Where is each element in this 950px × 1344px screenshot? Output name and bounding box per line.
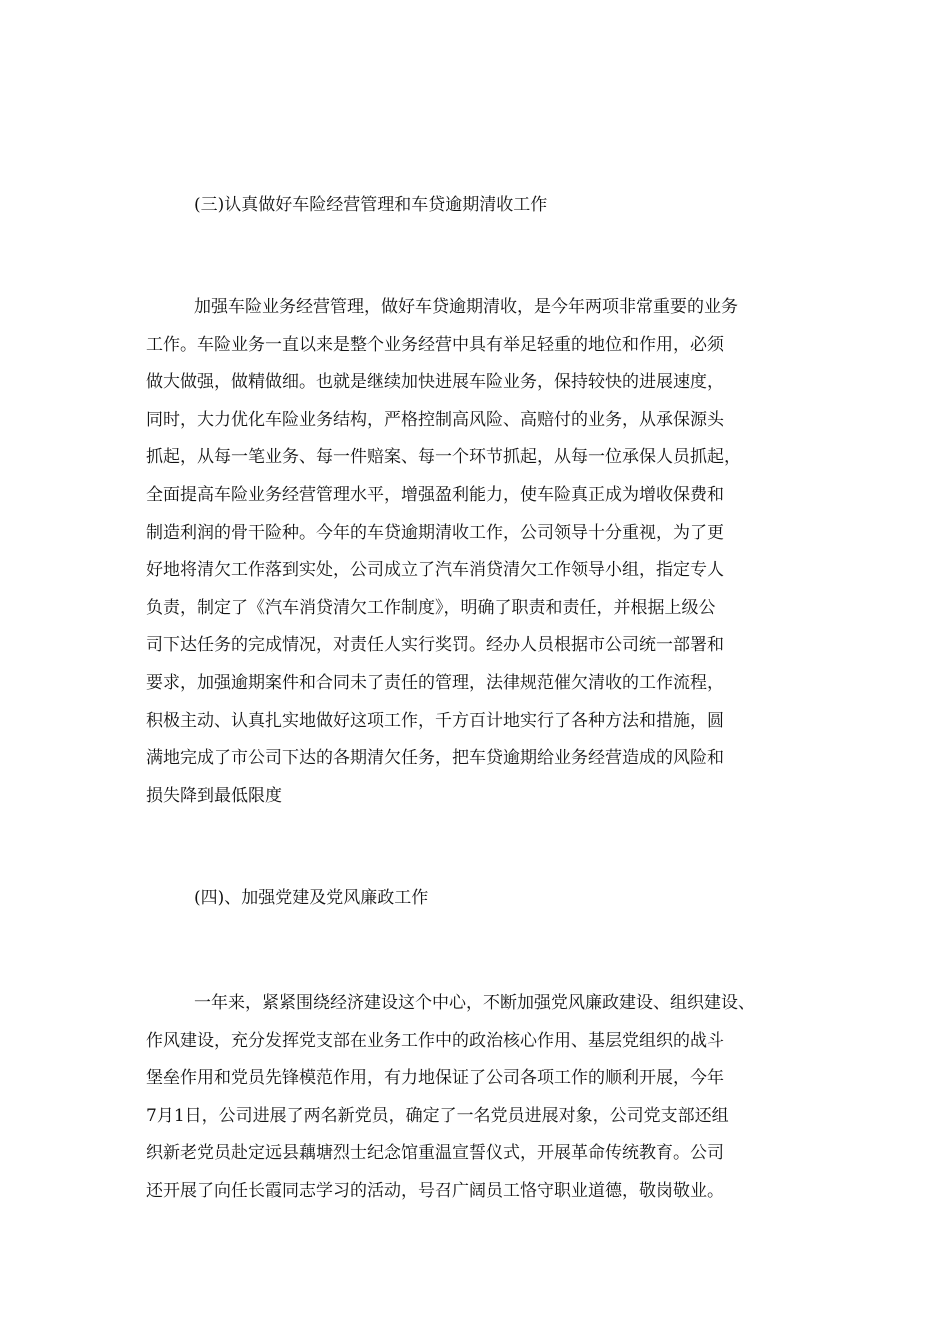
section-3-heading: (三)认真做好车险经营管理和车贷逾期清收工作 <box>194 195 548 215</box>
paragraph-line: 满地完成了市公司下达的各期清欠任务，把车贷逾期给业务经营造成的风险和 <box>146 748 724 769</box>
paragraph-line: 一年来，紧紧围绕经济建设这个中心，不断加强党风廉政建设、组织建设、 <box>194 993 755 1013</box>
paragraph-line: 做大做强，做精做细。也就是继续加快进展车险业务，保持较快的进展速度， <box>146 372 724 393</box>
paragraph-line: 积极主动、认真扎实地做好这项工作，千方百计地实行了各种方法和措施，圆 <box>146 710 724 731</box>
paragraph-line: 堡垒作用和党员先锋模范作用，有力地保证了公司各项工作的顺利开展，今年 <box>146 1068 724 1089</box>
paragraph-line: 好地将清欠工作落到实处，公司成立了汽车消贷清欠工作领导小组，指定专人 <box>146 560 724 581</box>
paragraph-line: 织新老党员赴定远县藕塘烈士纪念馆重温宣誓仪式，开展革命传统教育。公司 <box>146 1143 724 1164</box>
paragraph-line: 负责，制定了《汽车消贷清欠工作制度》，明确了职责和责任，并根据上级公 <box>146 597 716 618</box>
paragraph-line: 全面提高车险业务经营管理水平，增强盈利能力，使车险真正成为增收保费和 <box>146 484 724 505</box>
paragraph-line: 损失降到最低限度 <box>146 785 282 806</box>
paragraph-line: 司下达任务的完成情况，对责任人实行奖罚。经办人员根据市公司统一部署和 <box>146 635 724 656</box>
paragraph-line: 加强车险业务经营管理，做好车贷逾期清收，是今年两项非常重要的业务 <box>194 297 738 317</box>
paragraph-line: 制造利润的骨干险种。今年的车贷逾期清收工作，公司领导十分重视，为了更 <box>146 522 724 543</box>
paragraph-line: 还开展了向任长霞同志学习的活动，号召广阔员工恪守职业道德，敬岗敬业。 <box>146 1180 724 1201</box>
section-4-paragraph <box>146 985 806 1211</box>
paragraph-line: 工作。车险业务一直以来是整个业务经营中具有举足轻重的地位和作用，必须 <box>146 334 724 355</box>
paragraph-line: 同时，大力优化车险业务结构，严格控制高风险、高赔付的业务，从承保源头 <box>146 409 724 430</box>
paragraph-line: 作风建设，充分发挥党支部在业务工作中的政治核心作用、基层党组织的战斗 <box>146 1030 724 1051</box>
paragraph-line: 7月1日，公司进展了两名新党员，确定了一名党员进展对象，公司党支部还组 <box>146 1105 729 1126</box>
paragraph-line: 抓起，从每一笔业务、每一件赔案、每一个环节抓起，从每一位承保人员抓起， <box>146 447 741 468</box>
section-3-paragraph <box>146 289 806 815</box>
section-4-heading: (四)、加强党建及党风廉政工作 <box>194 888 429 908</box>
paragraph-line: 要求，加强逾期案件和合同未了责任的管理，法律规范催欠清收的工作流程， <box>146 672 724 693</box>
